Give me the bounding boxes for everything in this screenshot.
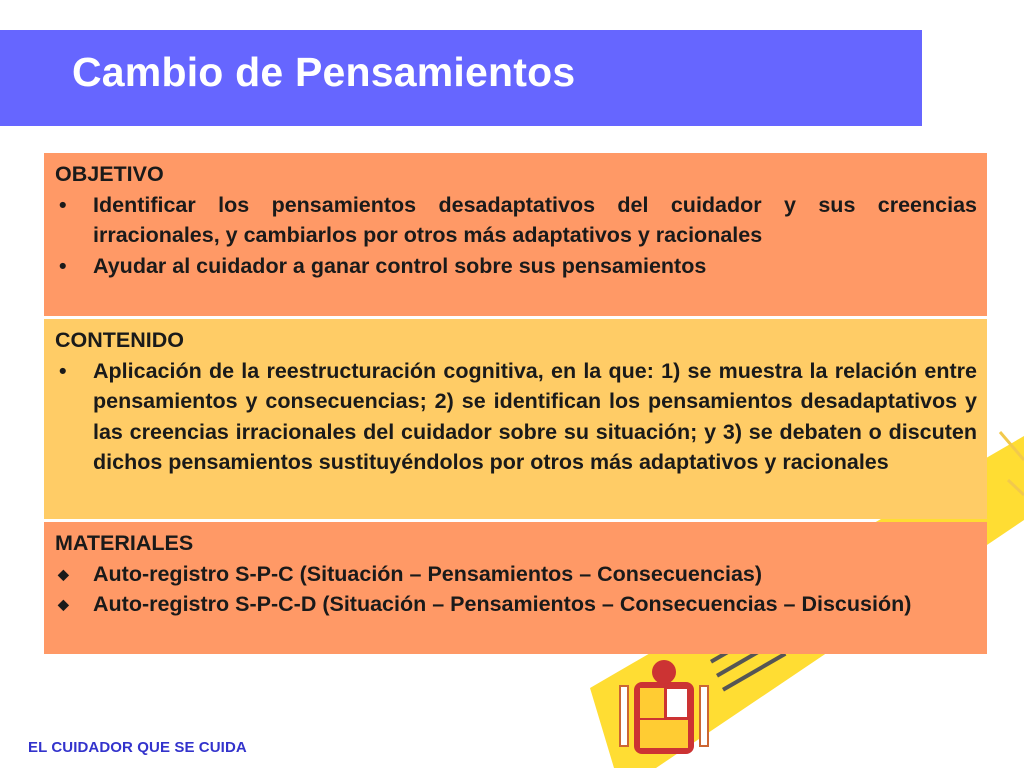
bullet-diamond-icon: ◆ (58, 565, 69, 582)
section-heading-objetivo: OBJETIVO (55, 162, 164, 186)
slide-title: Cambio de Pensamientos (72, 49, 576, 95)
footer-label: EL CUIDADOR QUE SE CUIDA (28, 739, 247, 756)
section-heading-materiales: MATERIALES (55, 531, 194, 555)
item-text: Auto-registro S-P-C (Situación – Pensamientos – Consecuencias) (93, 561, 763, 586)
section-contenido (44, 319, 987, 519)
item-text: Identificar los pensamientos desadaptativos del cuidador y sus creencias irracionales, y cambiarlos por otros más adaptativos y racionales (93, 192, 977, 248)
section-heading-contenido: CONTENIDO (55, 328, 184, 352)
item-text: Auto-registro S-P-C-D (Situación – Pensamientos – Consecuencias – Discusión) (93, 592, 912, 617)
bullet-dot-icon: • (59, 192, 67, 217)
bullet-dot-icon: • (59, 253, 67, 278)
list-item (55, 356, 977, 478)
section-materiales (44, 522, 987, 654)
bullet-dot-icon: • (59, 358, 67, 383)
list-item (55, 190, 977, 251)
item-text: Aplicación de la reestructuración cognitiva, en la que: 1) se muestra la relación entre pensamientos y consecuencias; 2) se identifican los pensamientos desadaptativos y las creencias irracionales del cuidador sobre su situación; y 3) se debaten o discuten dichos pensamientos sustituyéndolos por otros más adaptativos y racionales (93, 358, 977, 475)
list-item (55, 589, 977, 620)
list-item (55, 251, 977, 282)
item-text: Ayudar al cuidador a ganar control sobre sus pensamientos (93, 253, 707, 278)
section-objetivo (44, 153, 987, 316)
bullet-diamond-icon: ◆ (58, 596, 69, 613)
list-item (55, 559, 977, 590)
